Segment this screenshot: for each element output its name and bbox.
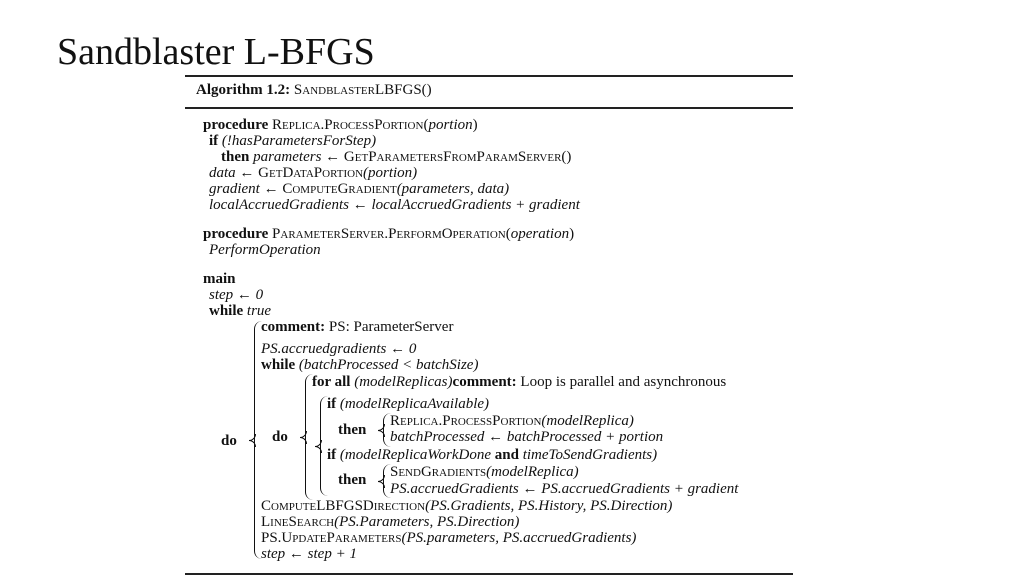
if1-cond: (modelReplicaAvailable)	[339, 396, 490, 412]
update-args: (PS.parameters, PS.accruedGradients)	[401, 530, 637, 546]
inner-do-brace	[305, 374, 313, 500]
proc1-kw: procedure	[203, 117, 269, 133]
if1-kw: if	[327, 396, 337, 412]
inner-while-cond: (batchProcessed < batchSize)	[298, 357, 479, 373]
proc1-if-cond: (!hasParametersForStep)	[221, 133, 377, 149]
if2-cond-a: (modelReplicaWorkDone	[339, 447, 491, 463]
proc1-data-lhs: data	[209, 165, 236, 181]
then1-line1	[390, 413, 634, 429]
then1-call: Replica.ProcessPortion	[390, 413, 542, 429]
proc1-if	[209, 133, 376, 149]
proc1-then-kw: then	[221, 149, 250, 165]
direction-args: (PS.Gradients, PS.History, PS.Direction)	[425, 498, 673, 514]
slide-title: Sandblaster L-BFGS	[57, 31, 375, 73]
proc1-grad-call: ComputeGradient	[282, 181, 397, 197]
direction-call: ComputeLBFGSDirection	[261, 498, 426, 514]
caption-rule	[185, 107, 793, 109]
linesearch-call: LineSearch	[261, 514, 335, 530]
proc1-data-call: GetDataPortion	[258, 165, 364, 181]
proc1-then-args: ()	[561, 149, 572, 165]
proc1-then-arrow: ←	[325, 149, 341, 165]
inner-do-label: do	[272, 429, 288, 445]
main-header	[203, 271, 236, 287]
outer-comment-text: PS: ParameterServer	[328, 319, 454, 335]
proc1-data-args: (portion)	[363, 165, 418, 181]
proc1-if-kw: if	[209, 133, 219, 149]
proc2-arg: operation	[510, 226, 570, 242]
proc2-header: procedure ParameterServer.PerformOperation(operation)	[203, 226, 575, 242]
main-while	[209, 303, 271, 319]
proc1-name: Replica.ProcessPortion	[272, 117, 424, 133]
then1-line2: batchProcessed ← batchProcessed + portion	[390, 429, 664, 445]
proc1-then-call: GetParametersFromParamServer	[343, 149, 562, 165]
step-increment: step ← step + 1	[261, 546, 357, 562]
update-call: PS.UpdateParameters	[261, 530, 402, 546]
proc1-then-lhs: parameters	[253, 149, 322, 165]
if2-kw: if	[327, 447, 337, 463]
inner-while	[261, 357, 478, 373]
top-rule	[185, 75, 793, 77]
proc1-data-line	[209, 165, 417, 181]
proc2-name: ParameterServer.PerformOperation	[272, 226, 506, 242]
forall-kw: for all	[312, 374, 351, 390]
bottom-rule	[185, 573, 793, 575]
proc1-arg: portion	[428, 117, 473, 133]
proc1-grad-lhs: gradient	[209, 181, 260, 197]
proc1-accrue-line: localAccruedGradients ← localAccruedGradients + gradient	[209, 197, 580, 213]
linesearch-line	[261, 514, 519, 530]
then1-label: then	[338, 422, 367, 438]
proc1-then	[221, 149, 571, 165]
proc2-kw: procedure	[203, 226, 269, 242]
then2-args: (modelReplica)	[486, 464, 579, 480]
forall-var: (modelReplicas)	[354, 374, 453, 390]
outer-do-label: do	[221, 433, 237, 449]
proc1-data-arrow: ←	[239, 165, 255, 181]
then1-args: (modelReplica)	[541, 413, 634, 429]
proc2-body: PerformOperation	[209, 242, 321, 258]
then2-call: SendGradients	[390, 464, 487, 480]
algorithm-caption	[196, 82, 432, 98]
update-line	[261, 530, 636, 546]
main-step-init: step ← 0	[209, 287, 264, 303]
then2-label: then	[338, 472, 367, 488]
outer-comment-kw: comment:	[261, 319, 326, 335]
then2-line2: PS.accruedGradients ← PS.accruedGradients + gradient	[390, 481, 739, 497]
inner-while-kw: while	[261, 357, 296, 373]
linesearch-args: (PS.Parameters, PS.Direction)	[334, 514, 520, 530]
proc1-gradient-line	[209, 181, 509, 197]
main-kw: main	[203, 271, 236, 287]
forall-comment-text: Loop is parallel and asynchronous	[520, 374, 727, 390]
if2-cond-b: timeToSendGradients)	[522, 447, 658, 463]
then2-line1	[390, 464, 579, 480]
forall-line	[312, 374, 726, 390]
proc1-header: procedure Replica.ProcessPortion(portion)	[203, 117, 478, 133]
main-while-cond: true	[246, 303, 272, 319]
proc1-grad-args: (parameters, data)	[396, 181, 510, 197]
if2-line	[327, 447, 657, 463]
main-while-kw: while	[209, 303, 244, 319]
if2-and: and	[494, 447, 519, 463]
caption-name: SandblasterLBFGS()	[293, 82, 432, 98]
if1-line	[327, 396, 489, 412]
ps-init: PS.accruedgradients ← 0	[261, 341, 417, 357]
forall-comment-kw: comment:	[452, 374, 517, 390]
caption-label: Algorithm 1.2:	[196, 82, 291, 98]
direction-line	[261, 498, 672, 514]
proc1-grad-arrow: ←	[263, 181, 279, 197]
outer-comment	[261, 319, 453, 335]
